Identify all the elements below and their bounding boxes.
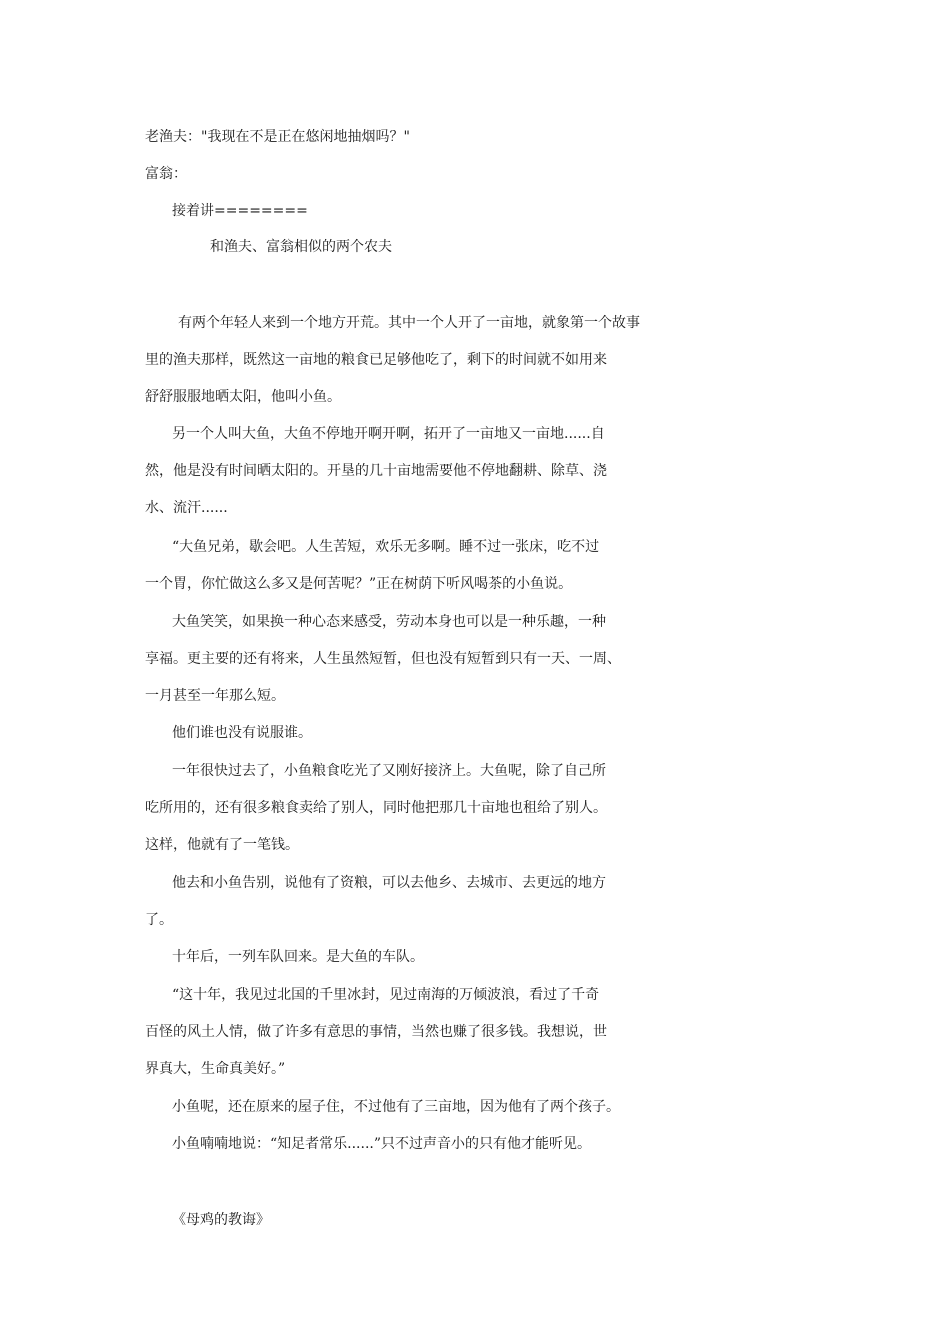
- paragraph-line: 他去和小鱼告别，说他有了资粮，可以去他乡、去城市、去更远的地方: [172, 875, 606, 891]
- paragraph-line: 舒舒服服地晒太阳，他叫小鱼。: [145, 389, 341, 405]
- paragraph-line: 界真大，生命真美好。”: [145, 1061, 286, 1077]
- paragraph-line: 一年很快过去了，小鱼粮食吃光了又刚好接济上。大鱼呢，除了自己所: [172, 763, 606, 779]
- paragraph-line: 十年后，一列车队回来。是大鱼的车队。: [172, 949, 424, 965]
- section-title: 和渔夫、富翁相似的两个农夫: [210, 239, 392, 255]
- paragraph-line: 大鱼笑笑，如果换一种心态来感受，劳动本身也可以是一种乐趣，一种: [172, 614, 606, 630]
- paragraph-line: 享福。更主要的还有将来，人生虽然短暂，但也没有短暂到只有一天、一周、: [145, 651, 621, 667]
- paragraph-line: 吃所用的，还有很多粮食卖给了别人，同时他把那几十亩地也租给了别人。: [145, 800, 607, 816]
- paragraph-line: 一个胃，你忙做这么多又是何苦呢？”正在树荫下听风喝茶的小鱼说。: [145, 576, 573, 592]
- paragraph-line: 有两个年轻人来到一个地方开荒。其中一个人开了一亩地，就象第一个故事: [178, 315, 640, 331]
- paragraph-line: 小鱼喃喃地说：“知足者常乐......”只不过声音小的只有他才能听见。: [172, 1136, 592, 1152]
- paragraph-line: 另一个人叫大鱼，大鱼不停地开啊开啊，拓开了一亩地又一亩地......自: [172, 426, 605, 442]
- paragraph-line: 他们谁也没有说服谁。: [172, 725, 312, 741]
- paragraph-line: 里的渔夫那样，既然这一亩地的粮食已足够他吃了，剩下的时间就不如用来: [145, 352, 607, 368]
- paragraph-line: 小鱼呢，还在原来的屋子住，不过他有了三亩地，因为他有了两个孩子。: [172, 1099, 620, 1115]
- dialogue-old-fisherman: 老渔夫："我现在不是正在悠闲地抽烟吗？": [145, 129, 410, 145]
- paragraph-line: 一月甚至一年那么短。: [145, 688, 285, 704]
- paragraph-line: “大鱼兄弟，歇会吧。人生苦短，欢乐无多啊。睡不过一张床，吃不过: [172, 539, 600, 555]
- paragraph-line: 然，他是没有时间晒太阳的。开垦的几十亩地需要他不停地翻耕、除草、浇: [145, 463, 607, 479]
- paragraph-line: 这样，他就有了一笔钱。: [145, 837, 299, 853]
- next-story-title: 《母鸡的教诲》: [172, 1212, 270, 1228]
- dialogue-rich-man: 富翁：: [145, 166, 187, 182]
- paragraph-line: 百怪的风土人情，做了许多有意思的事情，当然也赚了很多钱。我想说，世: [145, 1024, 607, 1040]
- continue-marker: 接着讲========: [172, 203, 308, 219]
- paragraph-line: 了。: [145, 912, 173, 928]
- paragraph-line: “这十年，我见过北国的千里冰封，见过南海的万倾波浪，看过了千奇: [172, 987, 600, 1003]
- paragraph-line: 水、流汗......: [145, 500, 228, 516]
